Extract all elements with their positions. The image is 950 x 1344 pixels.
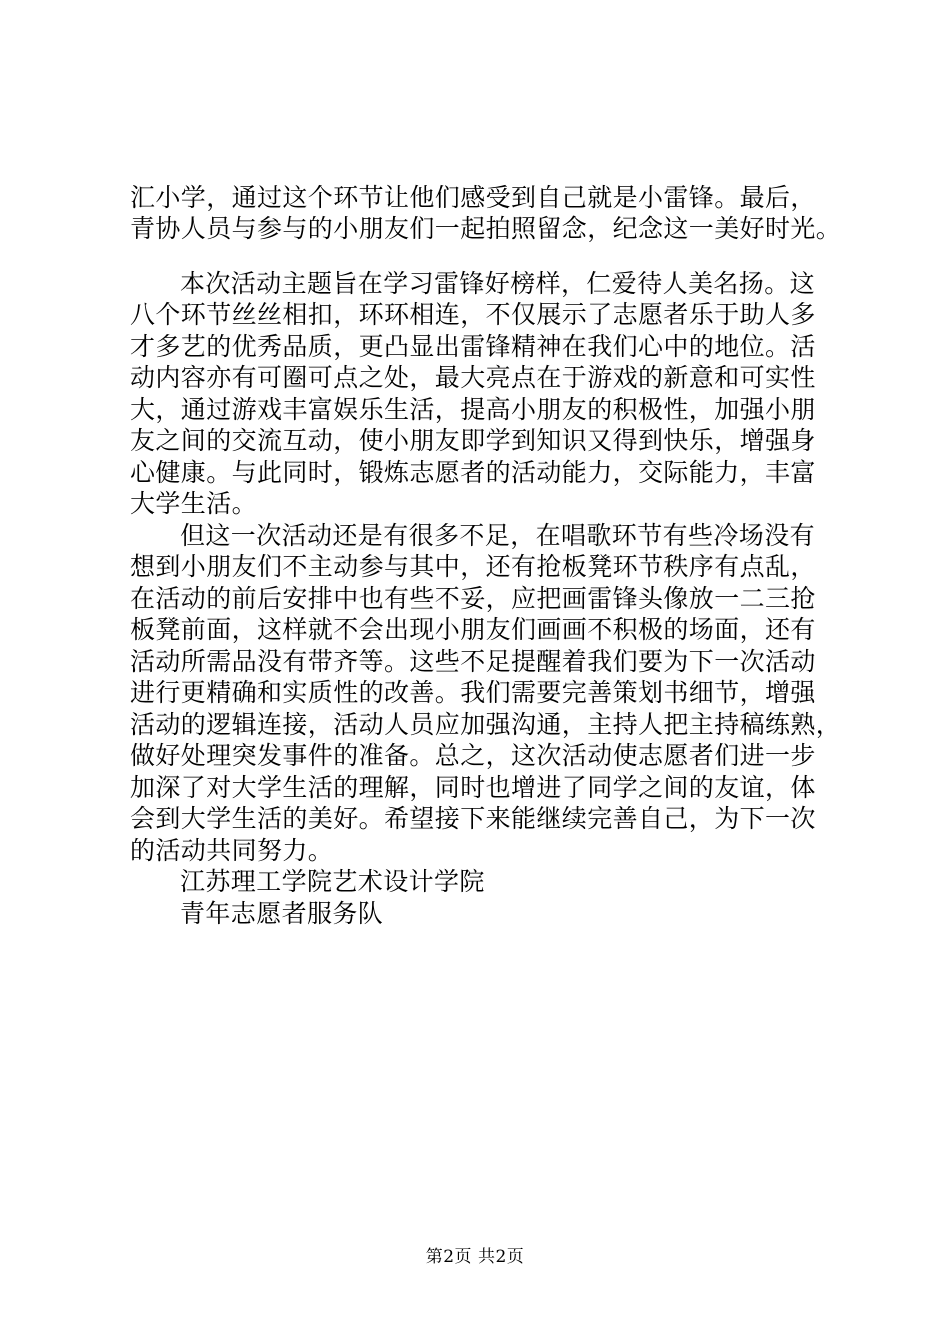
text-line: 在活动的前后安排中也有些不妥，应把画雷锋头像放一二三抢	[130, 584, 816, 613]
page-footer: 第2页 共2页	[425, 1247, 525, 1267]
text-line: 汇小学，通过这个环节让他们感受到自己就是小雷锋。最后，	[130, 183, 816, 212]
text-line: 心健康。与此同时，锻炼志愿者的活动能力，交际能力，丰富	[130, 458, 816, 487]
text-line: 动内容亦有可圈可点之处，最大亮点在于游戏的新意和可实性	[130, 363, 816, 392]
text-line: 大，通过游戏丰富娱乐生活，提高小朋友的积极性，加强小朋	[130, 395, 816, 424]
text-line: 友之间的交流互动，使小朋友即学到知识又得到快乐，增强身	[130, 426, 816, 455]
signature-team: 青年志愿者服务队	[180, 899, 384, 928]
text-line: 板凳前面，这样就不会出现小朋友们画画不积极的场面，还有	[130, 615, 816, 644]
text-line: 想到小朋友们不主动参与其中，还有抢板凳环节秩序有点乱，	[130, 552, 816, 581]
paragraph-start-line: 本次活动主题旨在学习雷锋好榜样，仁爱待人美名扬。这	[180, 269, 816, 298]
text-line: 的活动共同努力。	[130, 836, 334, 865]
text-line: 活动所需品没有带齐等。这些不足提醒着我们要为下一次活动	[130, 647, 816, 676]
signature-organization: 江苏理工学院艺术设计学院	[180, 867, 485, 896]
paragraph-start-line: 但这一次活动还是有很多不足，在唱歌环节有些冷场没有	[180, 521, 816, 550]
text-line: 八个环节丝丝相扣，环环相连，不仅展示了志愿者乐于助人多	[130, 300, 816, 329]
text-line: 做好处理突发事件的准备。总之，这次活动使志愿者们进一步	[130, 741, 816, 770]
text-line: 活动的逻辑连接，活动人员应加强沟通，主持人把主持稿练熟，	[130, 710, 842, 739]
text-line: 加深了对大学生活的理解，同时也增进了同学之间的友谊，体	[130, 773, 816, 802]
text-line: 青协人员与参与的小朋友们一起拍照留念，纪念这一美好时光。	[130, 214, 842, 243]
text-line: 进行更精确和实质性的改善。我们需要完善策划书细节，增强	[130, 678, 816, 707]
text-line: 才多艺的优秀品质，更凸显出雷锋精神在我们心中的地位。活	[130, 332, 816, 361]
text-line: 会到大学生活的美好。希望接下来能继续完善自己，为下一次	[130, 804, 816, 833]
text-line: 大学生活。	[130, 489, 258, 518]
